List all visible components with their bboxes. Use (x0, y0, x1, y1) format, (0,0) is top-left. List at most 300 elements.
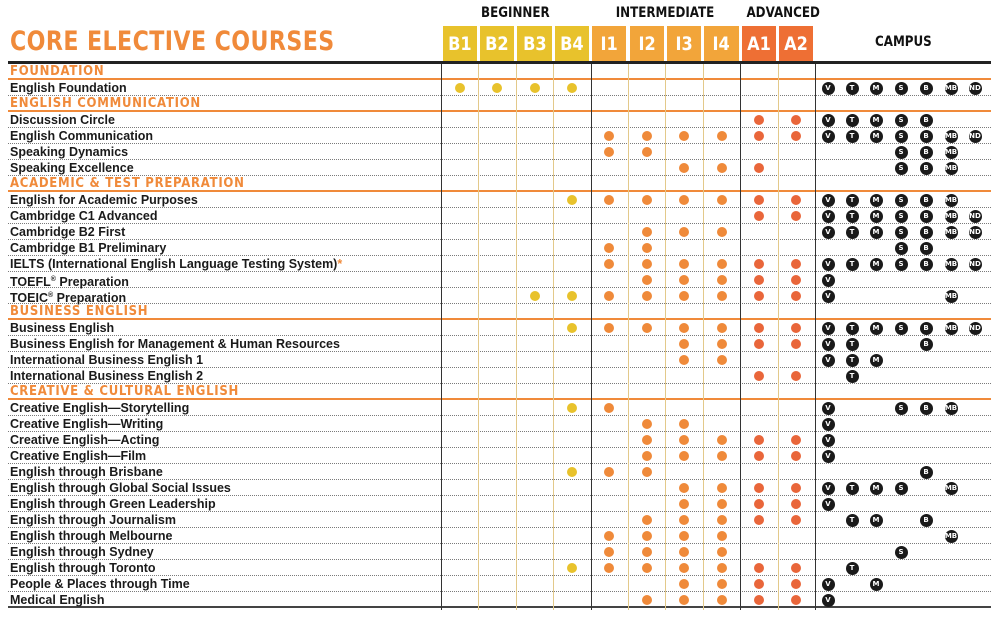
course-row (8, 192, 991, 208)
level-dot-i2 (642, 467, 652, 477)
grid-line (516, 64, 517, 610)
course-name: People & Places through Time (10, 577, 190, 591)
level-dot-a2 (791, 483, 801, 493)
level-dot-i1 (604, 195, 614, 205)
level-dot-i4 (717, 499, 727, 509)
course-row (8, 240, 991, 256)
campus-badge-t: T (846, 370, 859, 383)
level-dot-i4 (717, 163, 727, 173)
course-name: Creative English—Storytelling (10, 401, 190, 415)
campus-badge-m: M (870, 194, 883, 207)
campus-badge-m: M (870, 226, 883, 239)
level-dot-i1 (604, 243, 614, 253)
level-dot-i4 (717, 435, 727, 445)
course-name: Discussion Circle (10, 113, 115, 127)
level-dot-i3 (679, 595, 689, 605)
campus-badge-t: T (846, 338, 859, 351)
level-dot-a1 (754, 483, 764, 493)
level-dot-b2 (492, 83, 502, 93)
level-dot-b4 (567, 323, 577, 333)
campus-badge-mb: MB (945, 258, 958, 271)
course-row (8, 256, 991, 272)
campus-badge-s: S (895, 194, 908, 207)
campus-badge-mb: MB (945, 130, 958, 143)
level-dot-i3 (679, 131, 689, 141)
level-dot-i4 (717, 131, 727, 141)
level-dot-i1 (604, 323, 614, 333)
level-header-a1: A1 (742, 26, 776, 61)
campus-badge-t: T (846, 482, 859, 495)
level-dot-a1 (754, 499, 764, 509)
level-dot-i4 (717, 595, 727, 605)
campus-badge-v: V (822, 354, 835, 367)
campus-badge-mb: MB (945, 146, 958, 159)
course-name: Speaking Dynamics (10, 145, 129, 159)
course-name: English through Global Social Issues (10, 481, 231, 495)
level-dot-i1 (604, 147, 614, 157)
level-dot-i4 (717, 195, 727, 205)
campus-badge-t: T (846, 258, 859, 271)
course-row (8, 544, 991, 560)
level-dot-b1 (455, 83, 465, 93)
course-row (8, 416, 991, 432)
level-dot-a2 (791, 275, 801, 285)
campus-badge-t: T (846, 514, 859, 527)
level-dot-i2 (642, 243, 652, 253)
campus-badge-b: B (920, 466, 933, 479)
campus-badge-v: V (822, 402, 835, 415)
campus-badge-s: S (895, 82, 908, 95)
level-dot-i3 (679, 419, 689, 429)
level-dot-a2 (791, 131, 801, 141)
course-row (8, 80, 991, 96)
level-dot-a2 (791, 115, 801, 125)
campus-badge-b: B (920, 130, 933, 143)
campus-badge-mb: MB (945, 194, 958, 207)
level-dot-a1 (754, 275, 764, 285)
section-title: CREATIVE & CULTURAL ENGLISH (10, 384, 240, 399)
section-header (8, 176, 991, 192)
course-name: English through Brisbane (10, 465, 163, 479)
level-group-intermediate: INTERMEDIATE (616, 5, 715, 21)
level-header-i4: I4 (704, 26, 738, 61)
course-name: Business English for Management & Human Resources (10, 337, 340, 351)
course-row (8, 320, 991, 336)
level-dot-i4 (717, 259, 727, 269)
page-title: CORE ELECTIVE COURSES (10, 26, 335, 57)
course-row (8, 464, 991, 480)
campus-badge-nd: ND (969, 322, 982, 335)
campus-badge-mb: MB (945, 290, 958, 303)
course-name: English through Sydney (10, 545, 154, 559)
level-dot-a1 (754, 595, 764, 605)
campus-badge-m: M (870, 210, 883, 223)
campus-badge-mb: MB (945, 82, 958, 95)
campus-badge-b: B (920, 194, 933, 207)
level-dot-i2 (642, 227, 652, 237)
campus-badge-nd: ND (969, 82, 982, 95)
course-row (8, 480, 991, 496)
course-name: TOEFL® Preparation (10, 275, 129, 290)
level-dot-i3 (679, 451, 689, 461)
level-dot-b4 (567, 467, 577, 477)
section-title: ACADEMIC & TEST PREPARATION (10, 176, 245, 191)
level-dot-a1 (754, 435, 764, 445)
level-dot-i2 (642, 131, 652, 141)
level-dot-i4 (717, 275, 727, 285)
campus-badge-v: V (822, 114, 835, 127)
campus-badge-nd: ND (969, 210, 982, 223)
level-header-i2: I2 (630, 26, 664, 61)
level-dot-b3 (530, 83, 540, 93)
campus-badge-nd: ND (969, 258, 982, 271)
campus-badge-s: S (895, 402, 908, 415)
campus-badge-t: T (846, 562, 859, 575)
campus-badge-v: V (822, 130, 835, 143)
campus-badge-v: V (822, 322, 835, 335)
course-name: English through Melbourne (10, 529, 173, 543)
level-dot-a2 (791, 499, 801, 509)
course-name: English Communication (10, 129, 154, 143)
campus-badge-m: M (870, 82, 883, 95)
level-dot-i4 (717, 483, 727, 493)
course-name: International Business English 2 (10, 369, 204, 383)
campus-badge-v: V (822, 258, 835, 271)
campus-badge-v: V (822, 578, 835, 591)
level-dot-a2 (791, 211, 801, 221)
level-dot-i1 (604, 563, 614, 573)
campus-badge-v: V (822, 498, 835, 511)
level-dot-a2 (791, 451, 801, 461)
level-dot-a2 (791, 339, 801, 349)
level-dot-i3 (679, 339, 689, 349)
level-dot-a1 (754, 579, 764, 589)
course-name: Business English (10, 321, 115, 335)
level-dot-i2 (642, 435, 652, 445)
level-dot-i3 (679, 195, 689, 205)
level-dot-i2 (642, 275, 652, 285)
level-dot-i3 (679, 547, 689, 557)
course-row (8, 560, 991, 576)
level-dot-a1 (754, 451, 764, 461)
section-title: BUSINESS ENGLISH (10, 304, 149, 319)
level-dot-i3 (679, 499, 689, 509)
campus-badge-t: T (846, 226, 859, 239)
level-dot-i4 (717, 291, 727, 301)
level-dot-a1 (754, 323, 764, 333)
grid-line (591, 64, 592, 610)
level-dot-i3 (679, 515, 689, 525)
level-dot-a2 (791, 563, 801, 573)
level-dot-i3 (679, 259, 689, 269)
course-name: Creative English—Film (10, 449, 147, 463)
level-dot-a2 (791, 595, 801, 605)
level-header-b4: B4 (555, 26, 589, 61)
level-dot-b4 (567, 83, 577, 93)
course-row (8, 336, 991, 352)
level-dot-a1 (754, 371, 764, 381)
level-dot-b4 (567, 563, 577, 573)
campus-badge-b: B (920, 338, 933, 351)
course-row (8, 224, 991, 240)
level-dot-i2 (642, 259, 652, 269)
level-dot-a1 (754, 515, 764, 525)
level-dot-a2 (791, 323, 801, 333)
level-dot-i4 (717, 339, 727, 349)
campus-badge-m: M (870, 258, 883, 271)
campus-badge-b: B (920, 514, 933, 527)
course-name: English for Academic Purposes (10, 193, 198, 207)
section-header (8, 96, 991, 112)
grid-line (815, 64, 816, 610)
campus-header: CAMPUS (874, 34, 932, 50)
level-header-i3: I3 (667, 26, 701, 61)
level-dot-a1 (754, 131, 764, 141)
level-dot-b4 (567, 195, 577, 205)
campus-badge-b: B (920, 258, 933, 271)
campus-badge-v: V (822, 594, 835, 607)
level-dot-i2 (642, 563, 652, 573)
campus-badge-mb: MB (945, 530, 958, 543)
level-dot-i2 (642, 147, 652, 157)
course-row (8, 352, 991, 368)
grid-line (441, 64, 442, 610)
course-row (8, 144, 991, 160)
level-header-b3: B3 (517, 26, 551, 61)
campus-badge-t: T (846, 322, 859, 335)
campus-badge-v: V (822, 82, 835, 95)
level-dot-i2 (642, 291, 652, 301)
level-dot-i1 (604, 259, 614, 269)
campus-badge-b: B (920, 162, 933, 175)
level-dot-i4 (717, 227, 727, 237)
level-group-advanced: ADVANCED (746, 5, 821, 21)
level-dot-a2 (791, 435, 801, 445)
level-dot-a2 (791, 259, 801, 269)
grid-line (740, 64, 741, 610)
course-name: Creative English—Writing (10, 417, 164, 431)
section-title: FOUNDATION (10, 64, 105, 79)
level-dot-i3 (679, 579, 689, 589)
section-header (8, 304, 991, 320)
campus-badge-m: M (870, 514, 883, 527)
campus-badge-b: B (920, 402, 933, 415)
course-row (8, 576, 991, 592)
level-dot-i3 (679, 291, 689, 301)
course-name: English through Green Leadership (10, 497, 216, 511)
course-row (8, 112, 991, 128)
campus-badge-t: T (846, 114, 859, 127)
campus-badge-v: V (822, 418, 835, 431)
grid-line (553, 64, 554, 610)
level-dot-b3 (530, 291, 540, 301)
course-name: English Foundation (10, 81, 127, 95)
campus-badge-t: T (846, 354, 859, 367)
campus-badge-m: M (870, 322, 883, 335)
level-dot-i3 (679, 355, 689, 365)
grid-line (478, 64, 479, 610)
level-dot-i2 (642, 595, 652, 605)
campus-badge-s: S (895, 226, 908, 239)
level-dot-a1 (754, 339, 764, 349)
level-dot-i2 (642, 451, 652, 461)
level-dot-i3 (679, 563, 689, 573)
grid-line (628, 64, 629, 610)
level-dot-i4 (717, 547, 727, 557)
campus-badge-b: B (920, 242, 933, 255)
campus-badge-s: S (895, 482, 908, 495)
campus-badge-m: M (870, 354, 883, 367)
level-header-b2: B2 (480, 26, 514, 61)
campus-badge-nd: ND (969, 130, 982, 143)
level-dot-b4 (567, 403, 577, 413)
campus-badge-s: S (895, 130, 908, 143)
campus-badge-s: S (895, 242, 908, 255)
level-dot-i4 (717, 531, 727, 541)
course-name: Cambridge B2 First (10, 225, 126, 239)
level-dot-i1 (604, 131, 614, 141)
campus-badge-t: T (846, 130, 859, 143)
campus-badge-s: S (895, 322, 908, 335)
level-dot-i4 (717, 563, 727, 573)
course-row (8, 512, 991, 528)
level-header-i1: I1 (592, 26, 626, 61)
campus-badge-v: V (822, 434, 835, 447)
campus-badge-v: V (822, 226, 835, 239)
level-dot-i4 (717, 323, 727, 333)
level-dot-a1 (754, 115, 764, 125)
level-dot-i3 (679, 323, 689, 333)
course-name: English through Journalism (10, 513, 176, 527)
level-dot-a1 (754, 259, 764, 269)
course-row (8, 208, 991, 224)
level-group-beginner: BEGINNER (481, 5, 551, 21)
level-dot-a1 (754, 563, 764, 573)
level-dot-i4 (717, 515, 727, 525)
course-row (8, 272, 991, 288)
campus-badge-b: B (920, 226, 933, 239)
level-dot-i3 (679, 483, 689, 493)
campus-badge-mb: MB (945, 162, 958, 175)
grid-line (665, 64, 666, 610)
campus-badge-s: S (895, 546, 908, 559)
level-dot-a1 (754, 195, 764, 205)
campus-badge-v: V (822, 210, 835, 223)
level-dot-i4 (717, 579, 727, 589)
campus-badge-m: M (870, 114, 883, 127)
level-dot-a2 (791, 515, 801, 525)
course-row (8, 128, 991, 144)
level-dot-a2 (791, 579, 801, 589)
level-dot-a1 (754, 211, 764, 221)
level-dot-i1 (604, 403, 614, 413)
level-dot-i1 (604, 531, 614, 541)
course-name: International Business English 1 (10, 353, 204, 367)
campus-badge-v: V (822, 194, 835, 207)
campus-badge-s: S (895, 210, 908, 223)
campus-badge-t: T (846, 210, 859, 223)
level-dot-i2 (642, 323, 652, 333)
campus-badge-b: B (920, 114, 933, 127)
level-dot-i3 (679, 227, 689, 237)
level-dot-i1 (604, 291, 614, 301)
level-dot-b4 (567, 291, 577, 301)
campus-badge-mb: MB (945, 482, 958, 495)
grid-line (703, 64, 704, 610)
campus-badge-v: V (822, 290, 835, 303)
campus-badge-b: B (920, 82, 933, 95)
campus-badge-nd: ND (969, 226, 982, 239)
campus-badge-s: S (895, 146, 908, 159)
course-row (8, 592, 991, 608)
grid-line (778, 64, 779, 610)
level-dot-a1 (754, 163, 764, 173)
level-dot-i3 (679, 163, 689, 173)
campus-badge-v: V (822, 274, 835, 287)
level-header-b1: B1 (443, 26, 477, 61)
campus-badge-t: T (846, 82, 859, 95)
level-dot-a2 (791, 371, 801, 381)
course-name: IELTS (International English Language Testing System)* (10, 257, 343, 271)
course-name: Cambridge C1 Advanced (10, 209, 158, 223)
course-name: Medical English (10, 593, 105, 607)
campus-badge-b: B (920, 322, 933, 335)
course-row (8, 288, 991, 304)
course-row (8, 448, 991, 464)
course-name: Speaking Excellence (10, 161, 134, 175)
campus-badge-v: V (822, 450, 835, 463)
campus-badge-t: T (846, 194, 859, 207)
course-name: English through Toronto (10, 561, 156, 575)
campus-badge-mb: MB (945, 322, 958, 335)
level-dot-i1 (604, 547, 614, 557)
course-row (8, 160, 991, 176)
level-dot-a2 (791, 291, 801, 301)
campus-badge-m: M (870, 482, 883, 495)
section-title: ENGLISH COMMUNICATION (10, 96, 201, 111)
level-dot-i4 (717, 451, 727, 461)
campus-badge-m: M (870, 578, 883, 591)
level-dot-i4 (717, 355, 727, 365)
course-name: TOEIC® Preparation (10, 291, 127, 306)
campus-badge-v: V (822, 482, 835, 495)
campus-badge-b: B (920, 210, 933, 223)
campus-badge-mb: MB (945, 226, 958, 239)
level-dot-i3 (679, 531, 689, 541)
level-dot-i2 (642, 531, 652, 541)
level-dot-i2 (642, 547, 652, 557)
level-dot-i3 (679, 435, 689, 445)
campus-badge-s: S (895, 114, 908, 127)
level-dot-i2 (642, 419, 652, 429)
course-row (8, 496, 991, 512)
campus-badge-b: B (920, 146, 933, 159)
course-row (8, 400, 991, 416)
campus-badge-s: S (895, 162, 908, 175)
course-name: Cambridge B1 Preliminary (10, 241, 167, 255)
campus-badge-mb: MB (945, 402, 958, 415)
level-header-a2: A2 (779, 26, 813, 61)
campus-badge-mb: MB (945, 210, 958, 223)
level-dot-i2 (642, 195, 652, 205)
campus-badge-s: S (895, 258, 908, 271)
level-dot-i3 (679, 275, 689, 285)
section-header (8, 384, 991, 400)
campus-badge-m: M (870, 130, 883, 143)
course-row (8, 528, 991, 544)
level-dot-a2 (791, 195, 801, 205)
campus-badge-v: V (822, 338, 835, 351)
